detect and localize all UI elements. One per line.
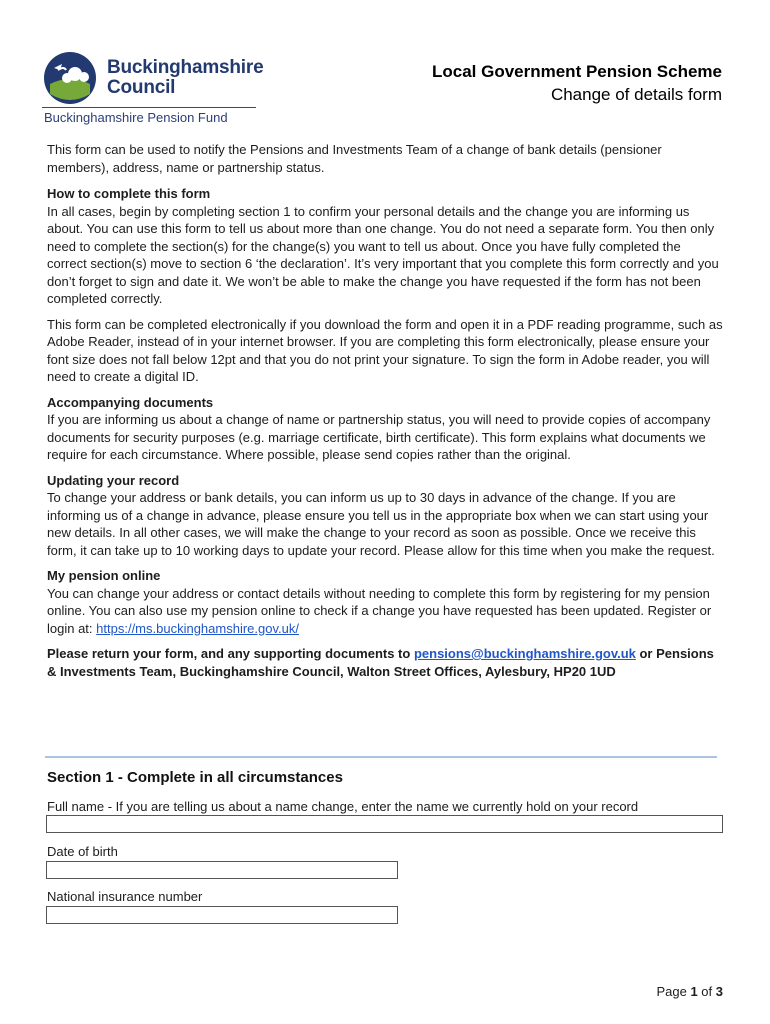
- intro-paragraph: This form can be used to notify the Pensions and Investments Team of a change of bank details (pensioner members), address, name or partnership status.: [47, 142, 662, 175]
- date-of-birth-field[interactable]: [46, 861, 398, 879]
- accompanying-text: If you are informing us about a change of name or partnership status, you will need to provide copies of accompany documents for security purposes (e.g. marriage certificate, birth certificate). This form explains what documents we require for each circumstance. Where possible, please send copies rather than the original.: [47, 412, 711, 462]
- how-to-heading: How to complete this form: [47, 186, 211, 201]
- updating-text: To change your address or bank details, you can inform us up to 30 days in advance of the change. If you are informing us of a change in advance, please ensure you tell us in the appropriate box when we can start using your new details. In all other cases, we will make the change to your record as soon as possible. Once we receive this form, it can take up to 10 working days to update your record. Please allow for this time when you make the request.: [47, 490, 715, 558]
- section1-title: Section 1 - Complete in all circumstances: [47, 769, 343, 786]
- pension-online-copy: You can change your address or contact details without needing to complete this form by registering for my pension online. You can also use my pension online to check if a change you have requested has been updated. Register or login at:: [47, 585, 712, 636]
- return-email-link[interactable]: pensions@buckinghamshire.gov.uk: [413, 646, 636, 661]
- accompanying-heading: Accompanying documents: [47, 394, 214, 410]
- pension-online-link[interactable]: https://ms.buckinghamshire.gov.uk/: [96, 620, 299, 636]
- pension-fund-name: Buckinghamshire Pension Fund: [44, 110, 228, 125]
- how-to-text: In all cases, begin by completing section 1 to confirm your personal details and the change you are informing us about. You can use this form to tell us about more than one change. You do not need a separate form. You then only need to complete the section(s) for the change(s) you want to tell us about. Once you have fully completed the correct section(s) move to section 6 ‘the declaration’. It’s very important that you complete this form correctly and you don’t forget to sign and date it. We won’t be able to make the change you have requested if the form has not been completed correctly.: [47, 203, 719, 306]
- council-name: [107, 58, 263, 98]
- full-name-label: Full name - If you are telling us about a name change, enter the name we currently hold on your record: [47, 799, 639, 814]
- pension-online-heading: My pension online: [47, 568, 161, 583]
- full-name-field[interactable]: [46, 815, 723, 833]
- date-of-birth-label: Date of birth: [47, 844, 118, 859]
- header-titles: [432, 60, 722, 106]
- return-suffix: or Pensions & Investments Team, Buckinghamshire Council, Walton Street Offices, Aylesbury, HP20 1UD: [47, 646, 714, 679]
- ni-number-field[interactable]: [46, 906, 398, 924]
- logo-rule: [42, 107, 256, 108]
- return-prefix: Please return your form, and any supporting documents to: [47, 646, 414, 661]
- council-logo-icon: [42, 50, 98, 106]
- section-divider: [45, 756, 717, 758]
- page-total: 3: [715, 984, 723, 999]
- ni-number-label: National insurance number: [47, 889, 203, 904]
- form-title: Change of details form: [550, 85, 722, 104]
- page-word: Page: [656, 984, 691, 999]
- council-logo: [40, 48, 270, 128]
- scheme-title: Local Government Pension Scheme: [431, 62, 722, 81]
- page-of: of: [697, 984, 716, 999]
- instructions-body: [47, 141, 723, 680]
- council-name-line2: Council: [107, 77, 176, 98]
- electronic-paragraph: This form can be completed electronically if you download the form and open it in a PDF reading programme, such as Adobe Reader, instead of in your internet browser. If you are completing this form electronically, please ensure your font size does not fall below 12pt and that you do not print your signature. To sign the form in Adobe reader, you will need to create a digital ID.: [47, 316, 723, 384]
- council-name-line1: Buckinghamshire: [107, 57, 264, 78]
- updating-heading: Updating your record: [47, 472, 180, 488]
- return-instructions: [47, 645, 723, 680]
- page-current: 1: [690, 984, 698, 999]
- page-number: [656, 983, 723, 1000]
- pension-online-text: [47, 585, 723, 638]
